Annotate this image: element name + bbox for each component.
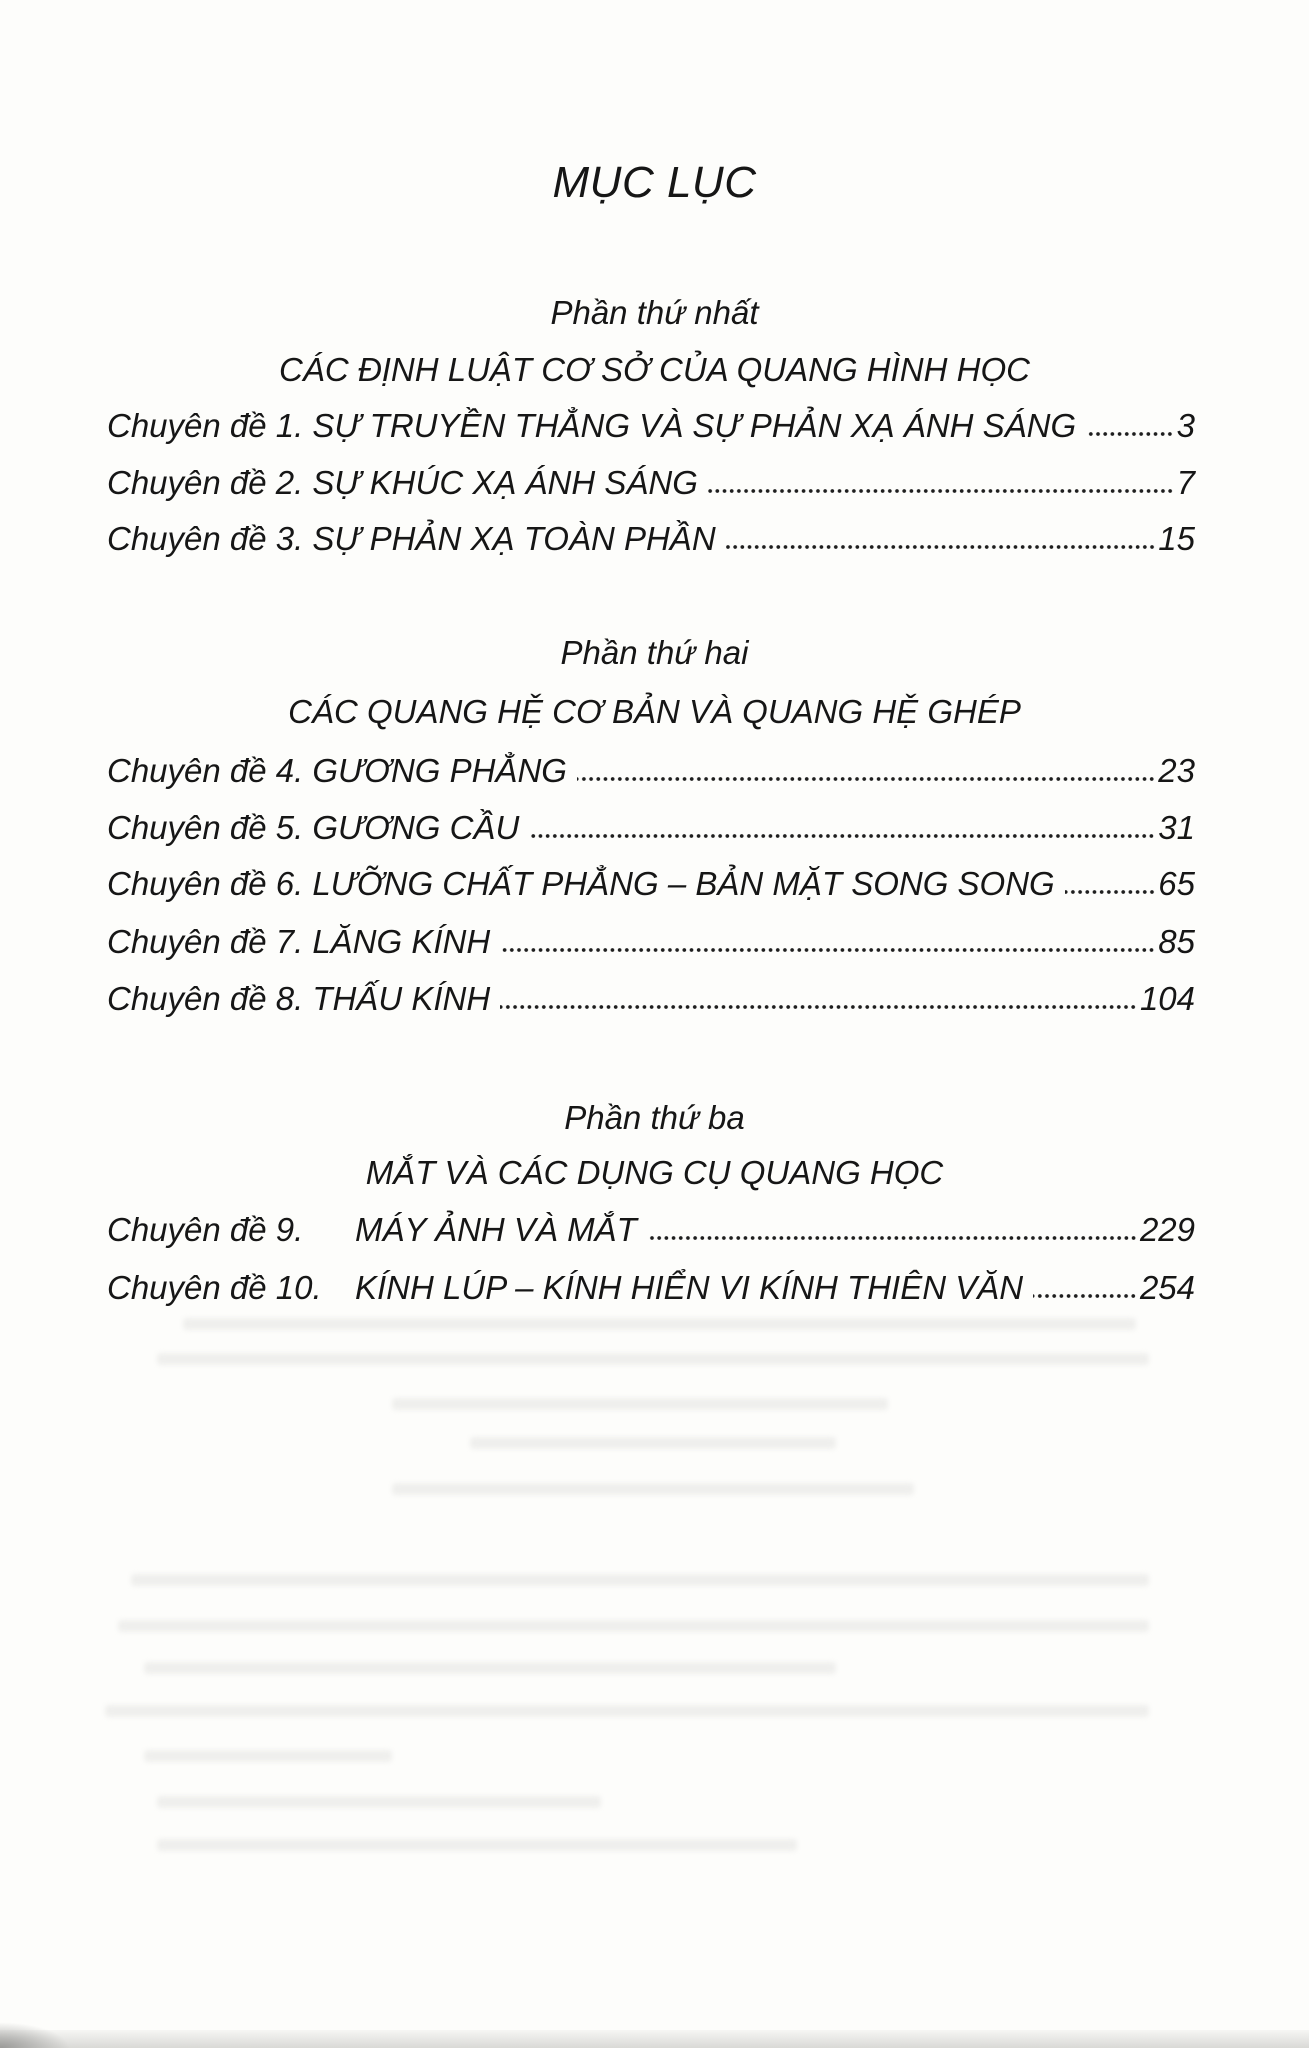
toc-entry bbox=[107, 856, 1195, 912]
part-heading: CÁC QUANG HỆ CƠ BẢN VÀ QUANG HỆ GHÉP bbox=[288, 693, 1021, 730]
chapter-title: SỰ PHẢN XẠ TOÀN PHẦN bbox=[312, 520, 716, 557]
page-number: 7 bbox=[1176, 464, 1195, 501]
chapter-label: Chuyên đề 4. bbox=[107, 752, 304, 789]
bleed-through-shadow bbox=[392, 1483, 914, 1495]
chapter-title: SỰ TRUYỀN THẲNG VÀ SỰ PHẢN XẠ ÁNH SÁNG bbox=[312, 407, 1077, 444]
part-label: Phần thứ ba bbox=[564, 1099, 745, 1136]
dot-leader bbox=[726, 544, 1156, 550]
bleed-through-shadow bbox=[157, 1839, 797, 1851]
page-number: 65 bbox=[1158, 865, 1195, 902]
page-number: 104 bbox=[1139, 980, 1195, 1017]
toc-entry bbox=[107, 1260, 1195, 1316]
toc-entry bbox=[107, 914, 1195, 970]
bleed-through-shadow bbox=[157, 1796, 601, 1808]
toc-entry bbox=[107, 800, 1195, 856]
bleed-through-shadow bbox=[157, 1353, 1149, 1365]
page-number: 23 bbox=[1158, 752, 1195, 789]
chapter-title: GƯƠNG CẦU bbox=[312, 809, 520, 846]
chapter-title: MÁY ẢNH VÀ MẮT bbox=[355, 1211, 637, 1248]
scan-corner-shadow bbox=[0, 2022, 70, 2048]
page-number: 3 bbox=[1176, 407, 1195, 444]
page-number: 254 bbox=[1139, 1269, 1195, 1306]
dot-leader bbox=[500, 947, 1155, 953]
page-number: 15 bbox=[1158, 520, 1195, 557]
chapter-title: GƯƠNG PHẲNG bbox=[312, 752, 567, 789]
bleed-through-shadow bbox=[392, 1398, 888, 1410]
page-number: 229 bbox=[1139, 1211, 1195, 1248]
chapter-label: Chuyên đề 2. bbox=[107, 464, 304, 501]
chapter-label: Chuyên đề 5. bbox=[107, 809, 304, 846]
toc-entry bbox=[107, 455, 1195, 511]
dot-leader bbox=[1086, 431, 1173, 437]
bleed-through-shadow bbox=[144, 1662, 836, 1674]
bleed-through-shadow bbox=[105, 1705, 1149, 1717]
dot-leader bbox=[1033, 1293, 1137, 1299]
scan-edge bbox=[0, 2030, 1309, 2048]
dot-leader bbox=[708, 488, 1174, 494]
chapter-label: Chuyên đề 7. bbox=[107, 923, 304, 960]
bleed-through-shadow bbox=[131, 1574, 1149, 1586]
page-number: 31 bbox=[1158, 809, 1195, 846]
dot-leader bbox=[529, 833, 1155, 839]
bleed-through-shadow bbox=[183, 1318, 1136, 1330]
chapter-label: Chuyên đề 3. bbox=[107, 520, 304, 557]
chapter-title: SỰ KHÚC XẠ ÁNH SÁNG bbox=[312, 464, 698, 501]
part-heading: MẮT VÀ CÁC DỤNG CỤ QUANG HỌC bbox=[365, 1154, 944, 1191]
page-number: 85 bbox=[1158, 923, 1195, 960]
chapter-title: THẤU KÍNH bbox=[312, 980, 491, 1017]
part-label: Phần thứ hai bbox=[560, 634, 749, 671]
dot-leader bbox=[647, 1235, 1137, 1241]
toc-entry bbox=[107, 511, 1195, 567]
dot-leader bbox=[1065, 889, 1156, 895]
chapter-label: Chuyên đề 8. bbox=[107, 980, 304, 1017]
chapter-label: Chuyên đề 9. bbox=[107, 1211, 304, 1248]
bleed-through-shadow bbox=[118, 1620, 1149, 1632]
toc-entry bbox=[107, 1202, 1195, 1258]
chapter-label: Chuyên đề 6. bbox=[107, 865, 304, 902]
chapter-title: KÍNH LÚP – KÍNH HIỂN VI KÍNH THIÊN VĂN bbox=[355, 1269, 1024, 1306]
toc-entry bbox=[107, 398, 1195, 454]
part-heading: CÁC ĐỊNH LUẬT CƠ SỞ CỦA QUANG HÌNH HỌC bbox=[279, 351, 1030, 388]
dot-leader bbox=[577, 776, 1155, 782]
chapter-label: Chuyên đề 1. bbox=[107, 407, 304, 444]
page-title: MỤC LỤC bbox=[552, 158, 757, 207]
chapter-label: Chuyên đề 10. bbox=[107, 1269, 322, 1306]
toc-entry bbox=[107, 971, 1195, 1027]
bleed-through-shadow bbox=[144, 1750, 392, 1762]
chapter-title: LĂNG KÍNH bbox=[312, 923, 491, 960]
bleed-through-shadow bbox=[470, 1437, 836, 1449]
toc-entry bbox=[107, 743, 1195, 799]
dot-leader bbox=[500, 1004, 1137, 1010]
part-label: Phần thứ nhất bbox=[550, 294, 759, 331]
chapter-title: LƯỠNG CHẤT PHẲNG – BẢN MẶT SONG SONG bbox=[312, 865, 1055, 902]
